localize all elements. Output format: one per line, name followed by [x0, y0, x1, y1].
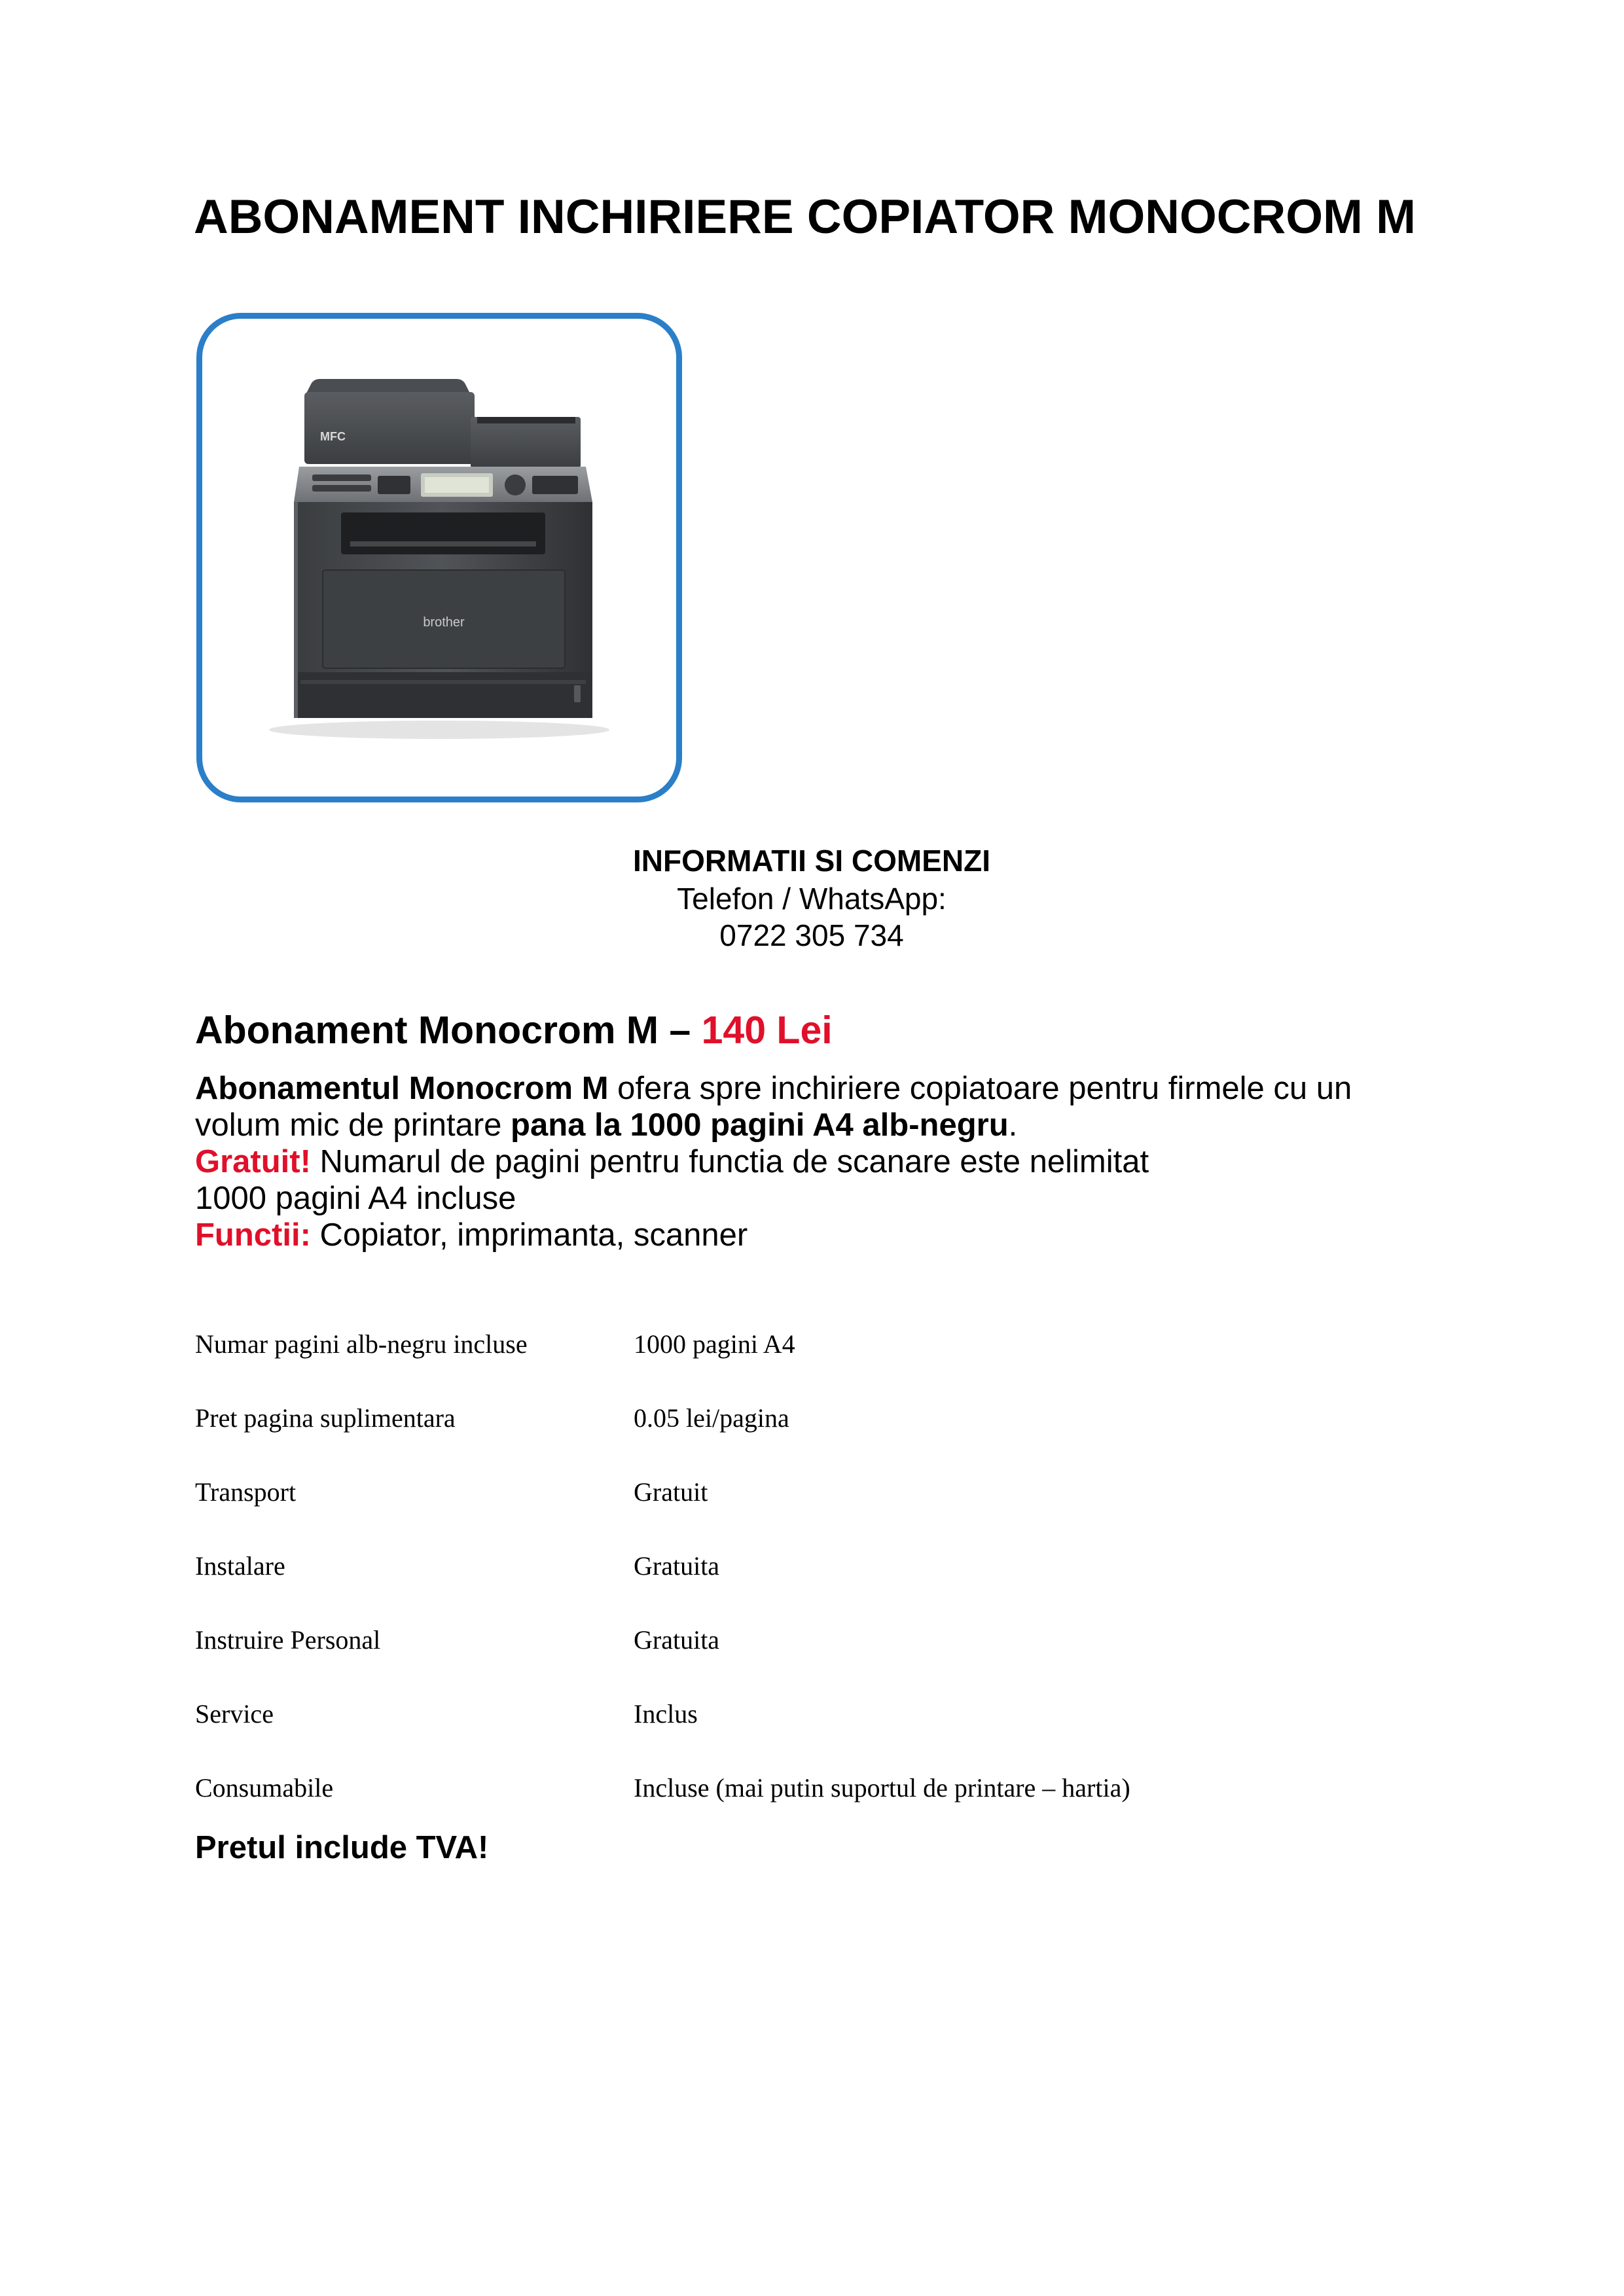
functions-text: Copiator, imprimanta, scanner [310, 1217, 748, 1253]
description-line-1 [195, 1070, 1439, 1107]
phone-number[interactable]: 0722 305 734 [719, 918, 904, 952]
free-text: Numarul de pagini pentru functia de scanare este nelimitat [310, 1144, 1149, 1179]
plan-heading [195, 1008, 833, 1052]
page-title: ABONAMENT INCHIRIERE COPIATOR MONOCROM M [194, 190, 1416, 243]
spec-value: Inclus [634, 1699, 698, 1729]
free-label: Gratuit! [195, 1144, 311, 1179]
description-end: . [1008, 1107, 1018, 1143]
plan-name: Abonament Monocrom M – [195, 1009, 702, 1052]
spec-label: Numar pagini alb-negru incluse [195, 1329, 528, 1359]
plan-description [195, 1070, 1439, 1253]
spec-label: Instalare [195, 1551, 285, 1581]
free-scan-line [195, 1143, 1439, 1180]
spec-label: Pret pagina suplimentara [195, 1403, 456, 1433]
plan-name-bold: Abonamentul Monocrom M [195, 1071, 609, 1106]
spec-value: Gratuita [634, 1551, 720, 1581]
spec-label: Service [195, 1699, 274, 1729]
functions-label: Functii: [195, 1217, 311, 1253]
spec-value: 1000 pagini A4 [634, 1329, 795, 1359]
spec-label: Transport [195, 1477, 297, 1507]
description-line-2 [195, 1107, 1439, 1143]
phone-label: Telefon / WhatsApp: [677, 882, 947, 916]
spec-value: Incluse (mai putin suportul de printare – hartia) [634, 1773, 1130, 1803]
spec-label: Consumabile [195, 1773, 334, 1803]
model-badge: MFC [320, 430, 346, 443]
product-image-frame [196, 313, 682, 802]
contact-heading: INFORMATII SI COMENZI [632, 844, 990, 878]
spec-value: Gratuit [634, 1477, 708, 1507]
contact-block [458, 841, 1165, 954]
page-limit-bold: pana la 1000 pagini A4 alb-negru [511, 1107, 1009, 1143]
spec-label: Instruire Personal [195, 1625, 381, 1655]
copier-image [202, 319, 676, 797]
spec-value: 0.05 lei/pagina [634, 1403, 789, 1433]
plan-price: 140 Lei [701, 1009, 833, 1052]
description-text-2: volum mic de printare [195, 1107, 511, 1143]
included-pages: 1000 pagini A4 incluse [195, 1181, 516, 1216]
vat-note: Pretul include TVA! [195, 1830, 489, 1865]
functions-line [195, 1217, 1439, 1253]
brand-logo: brother [423, 615, 465, 630]
spec-value: Gratuita [634, 1625, 720, 1655]
description-text-1: ofera spre inchiriere copiatoare pentru firmele cu un [608, 1071, 1352, 1106]
